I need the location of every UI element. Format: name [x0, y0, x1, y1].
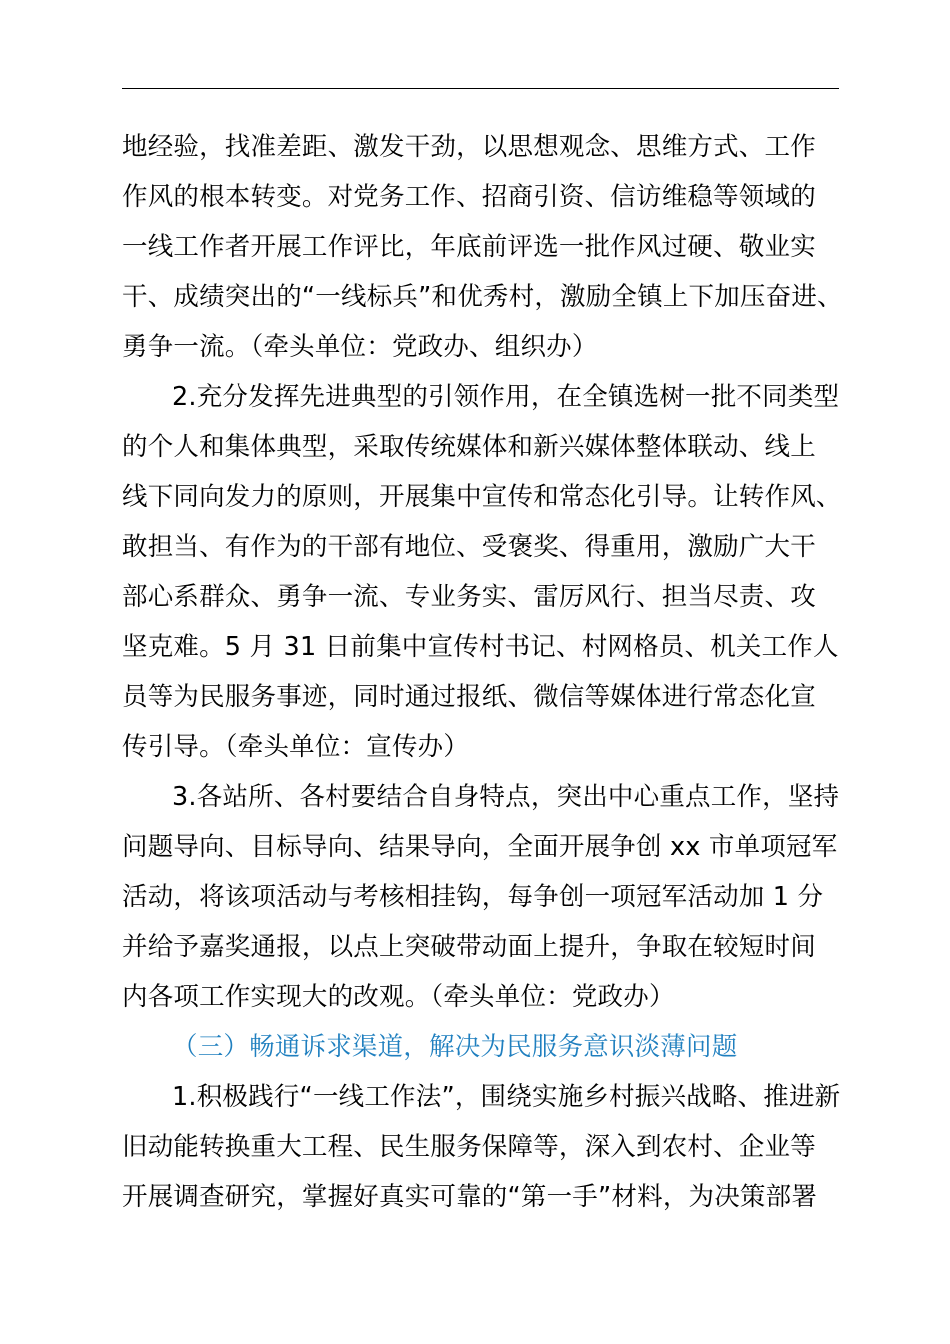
paragraph-line: 的个人和集体典型，采取传统媒体和新兴媒体整体联动、线上: [122, 432, 816, 462]
paragraph-line: 内各项工作实现大的改观。（牵头单位：党政办）: [122, 982, 675, 1012]
paragraph-line: 勇争一流。（牵头单位：党政办、组织办）: [122, 332, 598, 362]
paragraph-line: 开展调查研究，掌握好真实可靠的“第一手”材料，为决策部署: [122, 1182, 818, 1212]
paragraph-line: 旧动能转换重大工程、民生服务保障等，深入到农村、企业等: [122, 1132, 816, 1162]
paragraph-line: 敢担当、有作为的干部有地位、受褒奖、得重用，激励广大干: [122, 532, 816, 562]
paragraph-line: 员等为民服务事迹，同时通过报纸、微信等媒体进行常态化宣: [122, 682, 816, 712]
paragraph-line: 2.充分发挥先进典型的引领作用，在全镇选树一批不同类型: [172, 382, 840, 412]
paragraph-line: 部心系群众、勇争一流、专业务实、雷厉风行、担当尽责、攻: [122, 582, 816, 612]
paragraph-line: 传引导。（牵头单位：宣传办）: [122, 732, 470, 762]
paragraph-line: 线下同向发力的原则，开展集中宣传和常态化引导。让转作风、: [122, 482, 842, 512]
paragraph-line: 一线工作者开展工作评比，年底前评选一批作风过硬、敬业实: [122, 232, 816, 262]
paragraph-line: 坚克难。5 月 31 日前集中宣传村书记、村网格员、机关工作人: [122, 632, 839, 662]
header-rule: [122, 88, 839, 89]
section-heading: （三）畅通诉求渠道，解决为民服务意识淡薄问题: [172, 1032, 738, 1062]
paragraph-line: 并给予嘉奖通报，以点上突破带动面上提升，争取在较短时间: [122, 932, 816, 962]
paragraph-line: 问题导向、目标导向、结果导向，全面开展争创 xx 市单项冠军: [122, 832, 838, 862]
paragraph-line: 活动，将该项活动与考核相挂钩，每争创一项冠军活动加 1 分: [122, 882, 824, 912]
paragraph-line: 1.积极践行“一线工作法”，围绕实施乡村振兴战略、推进新: [172, 1082, 841, 1112]
paragraph-line: 作风的根本转变。对党务工作、招商引资、信访维稳等领域的: [122, 182, 816, 212]
paragraph-line: 干、成绩突出的“一线标兵”和优秀村，激励全镇上下加压奋进、: [122, 282, 843, 312]
paragraph-line: 3.各站所、各村要结合自身特点，突出中心重点工作，坚持: [172, 782, 840, 812]
paragraph-line: 地经验，找准差距、激发干劲，以思想观念、思维方式、工作: [122, 132, 816, 162]
